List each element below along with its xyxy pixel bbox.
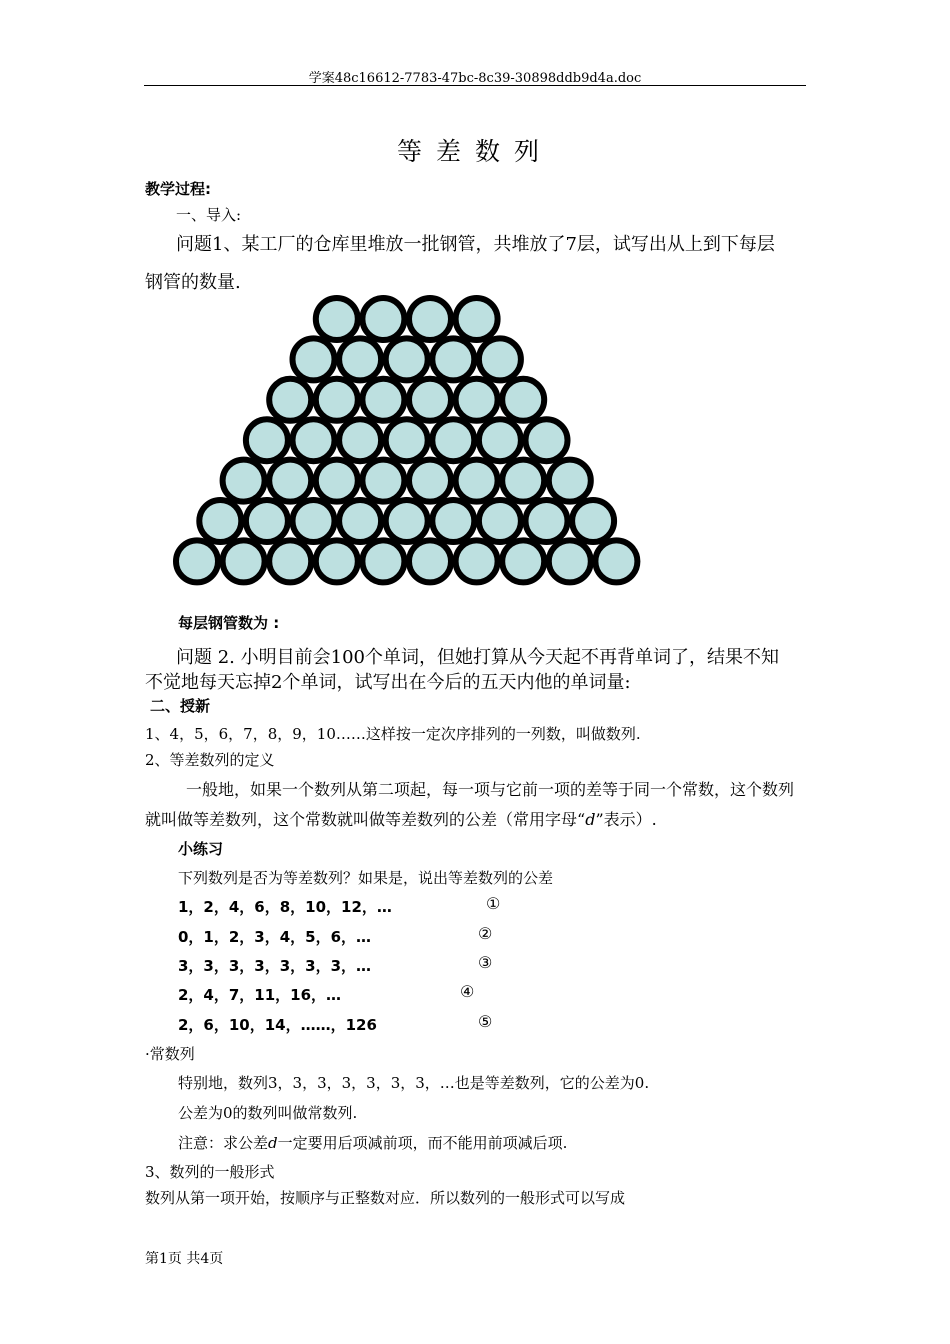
steel-pipe [293, 500, 335, 542]
problem1-line1: 问题1、某工厂的仓库里堆放一批钢管，共堆放了7层，试写出从上到下每层 [176, 234, 775, 255]
steel-pipe [316, 460, 358, 502]
steel-pipe [316, 298, 358, 340]
steel-pipe [456, 298, 498, 340]
steel-pipe [316, 540, 358, 582]
page-title: 等差数列 [396, 137, 553, 166]
header-rule [144, 85, 806, 86]
steel-pipe [386, 419, 428, 461]
practice-mark-4: ④ [460, 982, 475, 1001]
per-layer-label: 每层钢管数为 : [178, 614, 280, 632]
steel-pipe [293, 338, 335, 380]
steel-pipe [223, 540, 265, 582]
problem2-line2: 不觉地每天忘掉2个单词，试写出在今后的五天内他的单词量: [145, 672, 631, 693]
steel-pipe [479, 500, 521, 542]
steel-pipe [246, 419, 288, 461]
steel-pipe [526, 419, 568, 461]
practice-mark-5: ⑤ [478, 1012, 493, 1031]
steel-pipe [362, 298, 404, 340]
steel-pipe [199, 500, 241, 542]
practice-seq-3: 3，3，3，3，3，3，3，… [178, 957, 372, 975]
steel-pipe [502, 540, 544, 582]
steel-pipe [386, 500, 428, 542]
section-process-label: 教学过程: [145, 180, 211, 198]
steel-pipe [409, 460, 451, 502]
steel-pipe [549, 460, 591, 502]
steel-pipe [316, 379, 358, 421]
definition-heading: 2、等差数列的定义 [145, 751, 275, 769]
general-form-line: 数列从第一项开始，按顺序与正整数对应．所以数列的一般形式可以写成 [145, 1189, 626, 1207]
practice-mark-2: ② [478, 924, 493, 943]
definition-line2 [145, 807, 657, 830]
practice-seq-4: 2，4，7，11，16，… [178, 986, 342, 1004]
steel-pipe [223, 460, 265, 502]
steel-pipe [386, 338, 428, 380]
constant-sequence-heading: ·常数列 [145, 1045, 195, 1063]
practice-mark-1: ① [486, 894, 501, 913]
steel-pipe [339, 338, 381, 380]
steel-pipe [502, 460, 544, 502]
common-difference-letter: d [585, 810, 596, 829]
practice-seq-5: 2，6，10，14，……，126 [178, 1016, 377, 1034]
definition-line1: 一般地，如果一个数列从第二项起，每一项与它前一项的差等于同一个常数，这个数列 [186, 780, 795, 799]
steel-pipe [176, 540, 218, 582]
constant-sequence-line2: 公差为0的数列叫做常数列. [178, 1104, 358, 1122]
practice-seq-1: 1，2，4，6，8，10，12，… [178, 898, 392, 916]
steel-pipe [339, 419, 381, 461]
steel-pipe [526, 500, 568, 542]
practice-heading: 小练习 [178, 840, 224, 858]
steel-pipe [362, 540, 404, 582]
steel-pipe [293, 419, 335, 461]
document-header: 学案48c16612-7783-47bc-8c39-30898ddb9d4a.doc [308, 71, 642, 86]
section2-heading: 二、授新 [150, 697, 211, 715]
note-text: 注意：求公差 [178, 1134, 269, 1152]
note-line [178, 1132, 567, 1153]
steel-pipe [409, 379, 451, 421]
steel-pipe [246, 500, 288, 542]
steel-pipe [572, 500, 614, 542]
steel-pipe [549, 540, 591, 582]
steel-pipe [456, 540, 498, 582]
steel-pipe [479, 419, 521, 461]
steel-pipe [409, 540, 451, 582]
steel-pipe [479, 338, 521, 380]
general-form-heading: 3、数列的一般形式 [145, 1163, 275, 1181]
definition-line2-text: 就叫做等差数列，这个常数就叫做等差数列的公差（常用字母“ [145, 810, 586, 829]
definition-sequence: 1、4，5，6，7，8，9，10……这样按一定次序排列的一列数，叫做数列. [145, 725, 641, 743]
practice-mark-3: ③ [478, 953, 493, 972]
page-footer: 第1页 共4页 [145, 1251, 224, 1267]
steel-pipe-stack [170, 292, 650, 592]
steel-pipe [595, 540, 637, 582]
practice-seq-2: 0，1，2，3，4，5，6，… [178, 928, 372, 946]
constant-sequence-line1: 特别地，数列3，3，3，3，3，3，3，…也是等差数列，它的公差为0. [178, 1074, 650, 1092]
practice-question: 下列数列是否为等差数列？如果是，说出等差数列的公差 [178, 869, 554, 887]
steel-pipe [362, 379, 404, 421]
problem1-line2: 钢管的数量. [145, 272, 241, 293]
steel-pipe [502, 379, 544, 421]
note-letter: d [268, 1134, 278, 1152]
steel-pipe [409, 298, 451, 340]
steel-pipe [362, 460, 404, 502]
steel-pipe [432, 338, 474, 380]
steel-pipe [269, 379, 311, 421]
definition-line2-end: ”表示）. [595, 810, 657, 829]
steel-pipe [269, 540, 311, 582]
steel-pipe [456, 460, 498, 502]
steel-pipe [456, 379, 498, 421]
intro-heading: 一、导入: [176, 206, 242, 224]
problem2-line1: 问题 2. 小明目前会100个单词，但她打算从今天起不再背单词了，结果不知 [176, 647, 779, 668]
steel-pipe [432, 500, 474, 542]
steel-pipe [339, 500, 381, 542]
steel-pipe [432, 419, 474, 461]
steel-pipe [269, 460, 311, 502]
note-text-end: 一定要用后项减前项，而不能用前项减后项. [277, 1134, 568, 1152]
